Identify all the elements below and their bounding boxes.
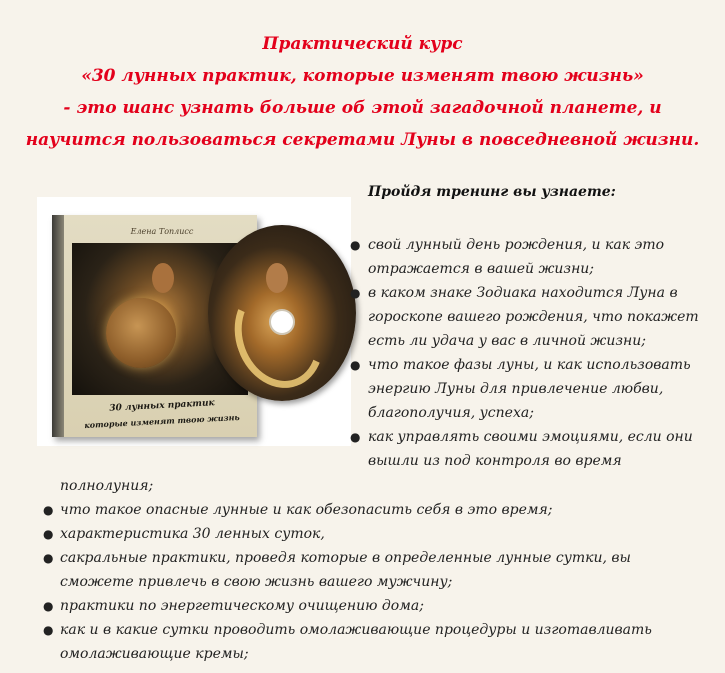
list-item: ● свой лунный день рождения, и как это отражается в вашей жизни; <box>368 233 664 281</box>
list-item: ● практики по энергетическому очищению дома; <box>60 594 424 618</box>
list-item: ● в каком знаке Зодиака находится Луна в гороскопе вашего рождения, что покажет есть ли удача у вас в личной жизни; <box>368 281 699 353</box>
header-line-4: научится пользоваться секретами Луны в повседневной жизни. <box>25 130 700 150</box>
bullet-icon: ● <box>43 623 54 637</box>
box-title-line-1: 30 лунных практик <box>109 398 215 414</box>
dvd-box-spine <box>52 215 64 437</box>
course-header <box>0 28 725 156</box>
bullet-icon: ● <box>43 599 54 613</box>
list-item: ● как управлять своими эмоциями, если они вышли из под контроля во время <box>368 425 693 473</box>
benefits-heading: Пройдя тренинг вы узнаете: <box>368 184 616 200</box>
list-item: ● как и в какие сутки проводить омолаживающие процедуры и изготавливать омолаживающие кремы; <box>60 618 652 666</box>
box-author: Елена Топлисс <box>130 227 194 236</box>
header-line-2: «30 лунных практик, которые изменят твою жизнь» <box>81 66 644 86</box>
bullet-icon: ● <box>350 286 361 300</box>
dvd-disc <box>208 225 356 401</box>
moon-illustration <box>106 298 176 368</box>
disc-center-hole <box>269 309 295 335</box>
bullet-icon: ● <box>43 527 54 541</box>
list-item: ● что такое опасные лунные и как обезопасить себя в это время; <box>60 498 552 522</box>
header-line-3: - это шанс узнать больше об этой загадочной планете, и <box>63 98 662 118</box>
bullet-icon: ● <box>350 430 361 444</box>
list-item: ● что такое фазы луны, и как использовать энергию Луны для привлечение любви, благополучия, успеха; <box>368 353 691 425</box>
bullet-icon: ● <box>350 358 361 372</box>
list-item: ● сакральные практики, проведя которые в определенные лунные сутки, вы сможете привлечь в свою жизнь вашего мужчину; <box>60 546 631 594</box>
product-image <box>37 197 351 446</box>
disc-goddess-illustration <box>266 263 288 293</box>
list-item: ● характеристика 30 ленных суток, <box>60 522 325 546</box>
header-line-1: Практический курс <box>262 34 463 54</box>
box-title-line-2: которые изменят твою жизнь <box>84 411 240 431</box>
bullet-icon: ● <box>350 238 361 252</box>
list-item-continuation: полнолуния; <box>60 478 154 494</box>
bullet-icon: ● <box>43 551 54 565</box>
goddess-illustration <box>152 263 174 293</box>
bullet-icon: ● <box>43 503 54 517</box>
